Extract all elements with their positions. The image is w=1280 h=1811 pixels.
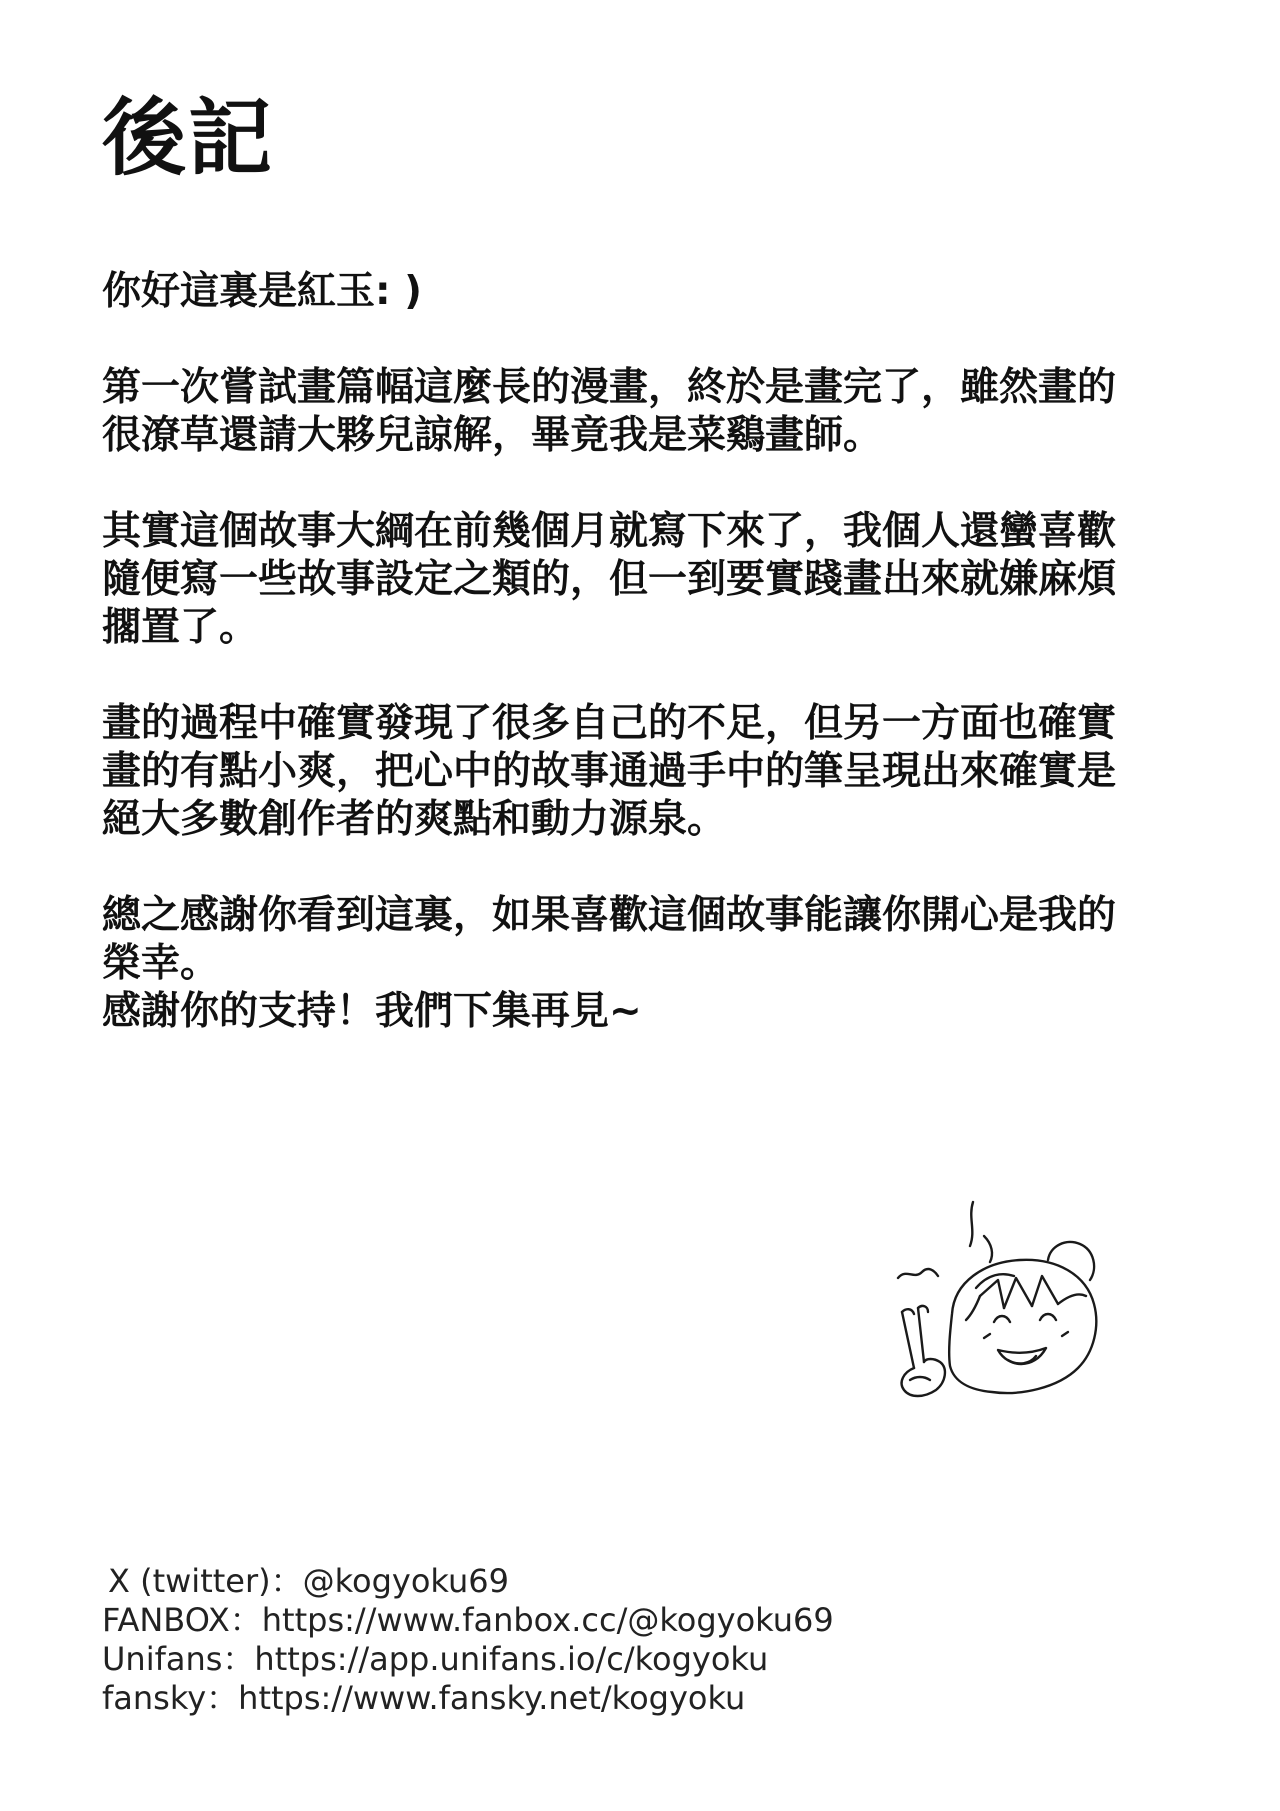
paragraph-thanks [102, 892, 1222, 1036]
text-line: 擱置了。 [102, 605, 259, 650]
text-line: 榮幸。 [102, 941, 220, 986]
link-unifans: Unifans：https://app.unifans.io/c/kogyoku [102, 1640, 769, 1678]
link-fansky: fansky：https://www.fansky.net/kogyoku [102, 1679, 746, 1717]
paragraph-first-attempt [102, 364, 1222, 460]
text-line: 感謝你的支持！我們下集再見~ [102, 989, 642, 1034]
text-line: 其實這個故事大綱在前幾個月就寫下來了，我個人還蠻喜歡 [102, 509, 1117, 554]
text-line: 你好這裏是紅玉: ) [102, 269, 422, 314]
page-title: 後記 [102, 89, 275, 187]
link-fanbox: FANBOX：https://www.fanbox.cc/@kogyoku69 [102, 1601, 834, 1639]
text-line: 總之感謝你看到這裏，如果喜歡這個故事能讓你開心是我的 [102, 893, 1117, 938]
text-line: 畫的有點小爽，把心中的故事通過手中的筆呈現出來確實是 [102, 749, 1117, 794]
link-twitter: X (twitter)：@kogyoku69 [108, 1562, 509, 1600]
social-links [102, 1562, 834, 1718]
paragraph-drawing-process [102, 700, 1222, 844]
text-line: 很潦草還請大夥兒諒解，畢竟我是菜鷄畫師。 [102, 413, 883, 458]
text-line: 隨便寫一些故事設定之類的，但一到要實踐畫出來就嫌麻煩 [102, 557, 1117, 602]
afterword-body [102, 268, 1222, 1036]
paragraph-greeting [102, 268, 1222, 316]
text-line: 畫的過程中確實發現了很多自己的不足，但另一方面也確實 [102, 701, 1117, 746]
text-line: 絕大多數創作者的爽點和動力源泉。 [102, 797, 727, 842]
text-line: 第一次嘗試畫篇幅這麼長的漫畫，終於是畫完了，雖然畫的 [102, 365, 1117, 410]
paragraph-story-outline [102, 508, 1222, 652]
chibi-peace-sign-drawing-icon [880, 1196, 1180, 1436]
